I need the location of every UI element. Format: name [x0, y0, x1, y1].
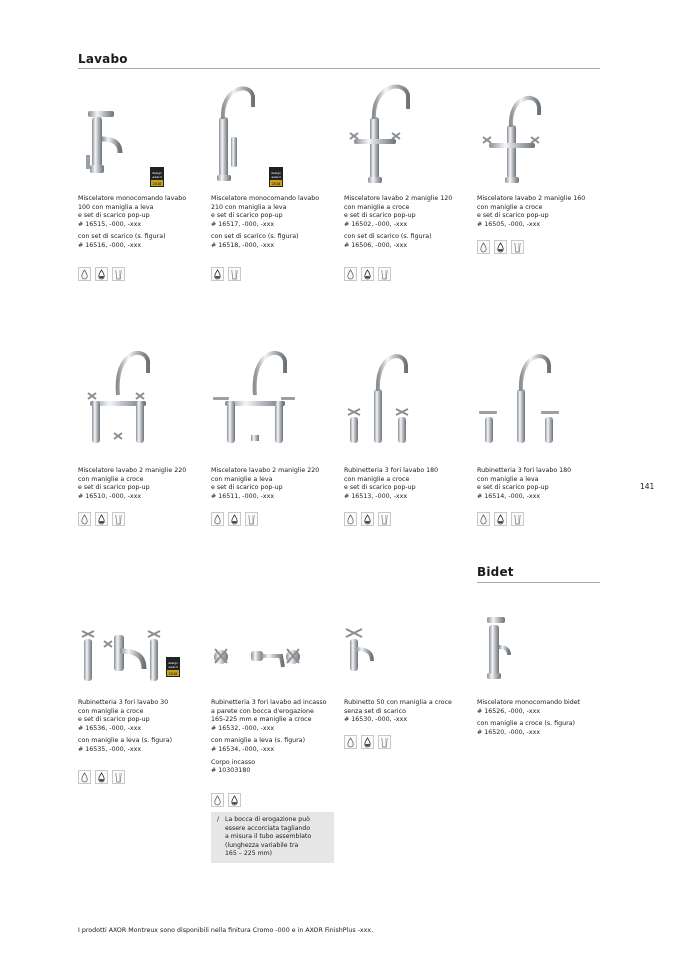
- desc-line: Miscelatore lavabo 2 maniglie 120: [344, 195, 453, 202]
- water-drop-icon: [477, 512, 490, 526]
- article-number: # 16506, -000, -xxx: [344, 241, 408, 249]
- feature-icons: [78, 267, 125, 281]
- feature-icons: [344, 512, 391, 526]
- article-number: # 16536, -000, -xxx: [78, 724, 142, 732]
- desc-alt-line: con maniglie a leva (s. figura): [78, 737, 173, 745]
- eco-drop-icon: [361, 267, 374, 281]
- desc-line: 210 con maniglia a leva: [211, 203, 287, 211]
- page-number: 141: [640, 482, 655, 491]
- desc-line: Miscelatore lavabo 2 maniglie 220: [211, 467, 320, 474]
- faucet-wall-mounted-image: [211, 641, 303, 675]
- section-title-lavabo: Lavabo: [78, 52, 128, 66]
- desc-line: Rubinetteria 3 fori lavabo 30: [78, 699, 169, 706]
- water-drop-icon: [211, 793, 224, 807]
- feature-icons: [477, 240, 524, 254]
- product-description: [344, 467, 472, 501]
- feature-icons: [211, 793, 241, 807]
- glass-height-icon: [378, 512, 391, 526]
- product-16514[interactable]: [477, 345, 605, 530]
- desc-line: senza set di scarico: [344, 707, 406, 715]
- article-number: # 16515, -000, -xxx: [78, 220, 142, 228]
- note-line: 165 – 225 mm): [225, 850, 273, 858]
- desc-line: 165-225 mm e maniglie a croce: [211, 716, 312, 724]
- desc-line: Miscelatore lavabo 2 maniglie 220: [78, 467, 187, 474]
- award-text-line1: design: [152, 171, 162, 175]
- desc-line: e set di scarico pop-up: [78, 484, 150, 492]
- eco-drop-icon: [211, 267, 224, 281]
- desc-line: e set di scarico pop-up: [344, 484, 416, 492]
- article-number: # 16526, -000, -xxx: [477, 707, 541, 715]
- desc-alt-line: con set di scarico (s. figura): [78, 233, 166, 241]
- desc-line: e set di scarico pop-up: [78, 212, 150, 220]
- note-line: (lunghezza variabile tra: [225, 841, 299, 849]
- product-description: [477, 699, 605, 737]
- water-drop-icon: [344, 512, 357, 526]
- desc-line: e set di scarico pop-up: [477, 484, 549, 492]
- water-drop-icon: [344, 735, 357, 749]
- article-number: # 16511, -000, -xxx: [211, 492, 275, 500]
- faucet-monocomando-100-image: [78, 105, 138, 185]
- eco-drop-icon: [95, 267, 108, 281]
- product-16530[interactable]: [344, 615, 472, 765]
- article-number: # 16514, -000, -xxx: [477, 492, 541, 500]
- design-award-badge: [150, 167, 164, 187]
- faucet-bridge-220-lever-image: [211, 345, 297, 447]
- desc-line: e set di scarico pop-up: [211, 212, 283, 220]
- eco-drop-icon: [494, 240, 507, 254]
- desc-line: con maniglie a croce: [477, 203, 543, 211]
- award-year: 2018: [168, 672, 178, 676]
- award-text-line1: design: [271, 171, 281, 175]
- spout-note: [211, 812, 334, 863]
- article-number: # 16505, -000, -xxx: [477, 220, 541, 228]
- product-16513[interactable]: [344, 345, 472, 530]
- article-number: # 16516, -000, -xxx: [78, 241, 142, 249]
- article-number: # 16513, -000, -xxx: [344, 492, 408, 500]
- note-line: a misura il tubo assemblato: [225, 833, 312, 841]
- glass-height-icon: [112, 512, 125, 526]
- glass-height-icon: [112, 267, 125, 281]
- note-marker: /: [217, 816, 220, 823]
- eco-drop-icon: [95, 512, 108, 526]
- product-16515[interactable]: [78, 75, 206, 285]
- product-description: [477, 467, 605, 501]
- desc-line: 100 con maniglia a leva: [78, 203, 154, 211]
- design-award-badge: [269, 167, 283, 187]
- desc-line: Miscelatore lavabo 2 maniglie 160: [477, 195, 586, 202]
- glass-height-icon: [228, 267, 241, 281]
- desc-line: Rubinetteria 3 fori lavabo 180: [477, 467, 572, 474]
- desc-line: e set di scarico pop-up: [344, 212, 416, 220]
- feature-icons: [344, 267, 391, 281]
- award-year: 2018: [152, 182, 162, 186]
- product-16510[interactable]: [78, 345, 206, 530]
- article-number: # 16530, -000, -xxx: [344, 716, 408, 724]
- eco-drop-icon: [228, 793, 241, 807]
- product-description: [344, 195, 472, 251]
- section-divider: [78, 68, 600, 69]
- faucet-rubinetto-50-image: [344, 625, 384, 673]
- note-line: La bocca di erogazione può: [225, 816, 310, 823]
- feature-icons: [477, 512, 524, 526]
- faucet-monocomando-210-image: [211, 77, 271, 185]
- water-drop-icon: [211, 512, 224, 526]
- article-number: # 16510, -000, -xxx: [78, 492, 142, 500]
- product-description: [78, 467, 206, 501]
- glass-height-icon: [378, 735, 391, 749]
- award-year: 2018: [271, 182, 281, 186]
- product-16517[interactable]: [211, 75, 339, 285]
- article-number: # 16517, -000, -xxx: [211, 220, 275, 228]
- desc-line: Rubinetteria 3 fori lavabo ad incasso: [211, 699, 327, 706]
- award-text-line1: design: [168, 661, 178, 665]
- article-number: # 16520, -000, -xxx: [477, 728, 541, 736]
- water-drop-icon: [78, 267, 91, 281]
- desc-alt-line: Corpo incasso: [211, 758, 256, 766]
- footer-note: I prodotti AXOR Montreux sono disponibili nella finitura Cromo -000 e in AXOR FinishPlus -xxx.: [78, 927, 374, 934]
- faucet-bidet-image: [477, 611, 521, 681]
- award-text-line2: award: [271, 175, 281, 179]
- faucet-bridge-220-cross-image: [78, 345, 158, 447]
- feature-icons: [78, 770, 125, 784]
- eco-drop-icon: [361, 512, 374, 526]
- article-number: # 10303180: [211, 767, 251, 775]
- desc-line: a parete con bocca d'erogazione: [211, 707, 314, 715]
- product-description: [78, 195, 206, 251]
- product-16511[interactable]: [211, 345, 339, 530]
- eco-drop-icon: [494, 512, 507, 526]
- article-number: # 16502, -000, -xxx: [344, 220, 408, 228]
- product-16502[interactable]: [344, 75, 472, 285]
- feature-icons: [211, 267, 241, 281]
- faucet-3-fori-180-lever-image: [477, 349, 563, 447]
- eco-drop-icon: [228, 512, 241, 526]
- product-16505[interactable]: [477, 75, 605, 255]
- desc-line: Rubinetteria 3 fori lavabo 180: [344, 467, 439, 474]
- desc-alt-line: con set di scarico (s. figura): [211, 233, 299, 241]
- desc-line: con maniglie a leva: [477, 475, 539, 483]
- feature-icons: [344, 735, 391, 749]
- note-line: essere accorciata tagliando: [225, 824, 311, 832]
- desc-alt-line: con maniglie a leva (s. figura): [211, 737, 306, 745]
- award-text-line2: award: [168, 665, 178, 669]
- water-drop-icon: [344, 267, 357, 281]
- glass-height-icon: [245, 512, 258, 526]
- desc-line: e set di scarico pop-up: [477, 212, 549, 220]
- glass-height-icon: [511, 240, 524, 254]
- glass-height-icon: [511, 512, 524, 526]
- feature-icons: [78, 512, 125, 526]
- faucet-2-maniglie-160-image: [477, 89, 557, 185]
- feature-icons: [211, 512, 258, 526]
- desc-line: Miscelatore monocomando lavabo: [211, 195, 320, 202]
- desc-line: Rubinetto 50 con maniglia a croce: [344, 699, 452, 706]
- glass-height-icon: [378, 267, 391, 281]
- desc-line: e set di scarico pop-up: [78, 716, 150, 724]
- water-drop-icon: [477, 240, 490, 254]
- desc-line: con maniglie a croce: [78, 707, 144, 715]
- eco-drop-icon: [361, 735, 374, 749]
- design-award-badge: [166, 657, 180, 677]
- article-number: # 16518, -000, -xxx: [211, 241, 275, 249]
- product-16526[interactable]: [477, 605, 605, 745]
- desc-line: con maniglie a leva: [211, 475, 273, 483]
- article-number: # 16532, -000, -xxx: [211, 724, 275, 732]
- desc-line: con maniglie a croce: [344, 475, 410, 483]
- product-description: [344, 699, 472, 725]
- product-description: [78, 699, 206, 755]
- desc-line: con maniglie a croce: [78, 475, 144, 483]
- desc-line: e set di scarico pop-up: [211, 484, 283, 492]
- desc-line: con maniglie a croce: [344, 203, 410, 211]
- desc-line: Miscelatore monocomando lavabo: [78, 195, 187, 202]
- section-title-bidet: Bidet: [477, 565, 514, 579]
- faucet-3-fori-180-cross-image: [344, 349, 416, 447]
- desc-line: Miscelatore monocomando bidet: [477, 699, 581, 706]
- product-16536[interactable]: [78, 615, 206, 795]
- product-description: [211, 699, 339, 776]
- award-text-line2: award: [152, 175, 162, 179]
- desc-alt-line: con maniglie a croce (s. figura): [477, 720, 575, 728]
- desc-alt-line: con set di scarico (s. figura): [344, 233, 432, 241]
- section-divider: [477, 582, 600, 583]
- faucet-2-maniglie-120-image: [344, 77, 424, 185]
- article-number: # 16534, -000, -xxx: [211, 745, 275, 753]
- product-description: [211, 195, 339, 251]
- article-number: # 16535, -000, -xxx: [78, 745, 142, 753]
- water-drop-icon: [78, 770, 91, 784]
- water-drop-icon: [78, 512, 91, 526]
- product-description: [211, 467, 339, 501]
- product-description: [477, 195, 605, 229]
- faucet-3-fori-30-image: [78, 621, 168, 687]
- glass-height-icon: [112, 770, 125, 784]
- eco-drop-icon: [95, 770, 108, 784]
